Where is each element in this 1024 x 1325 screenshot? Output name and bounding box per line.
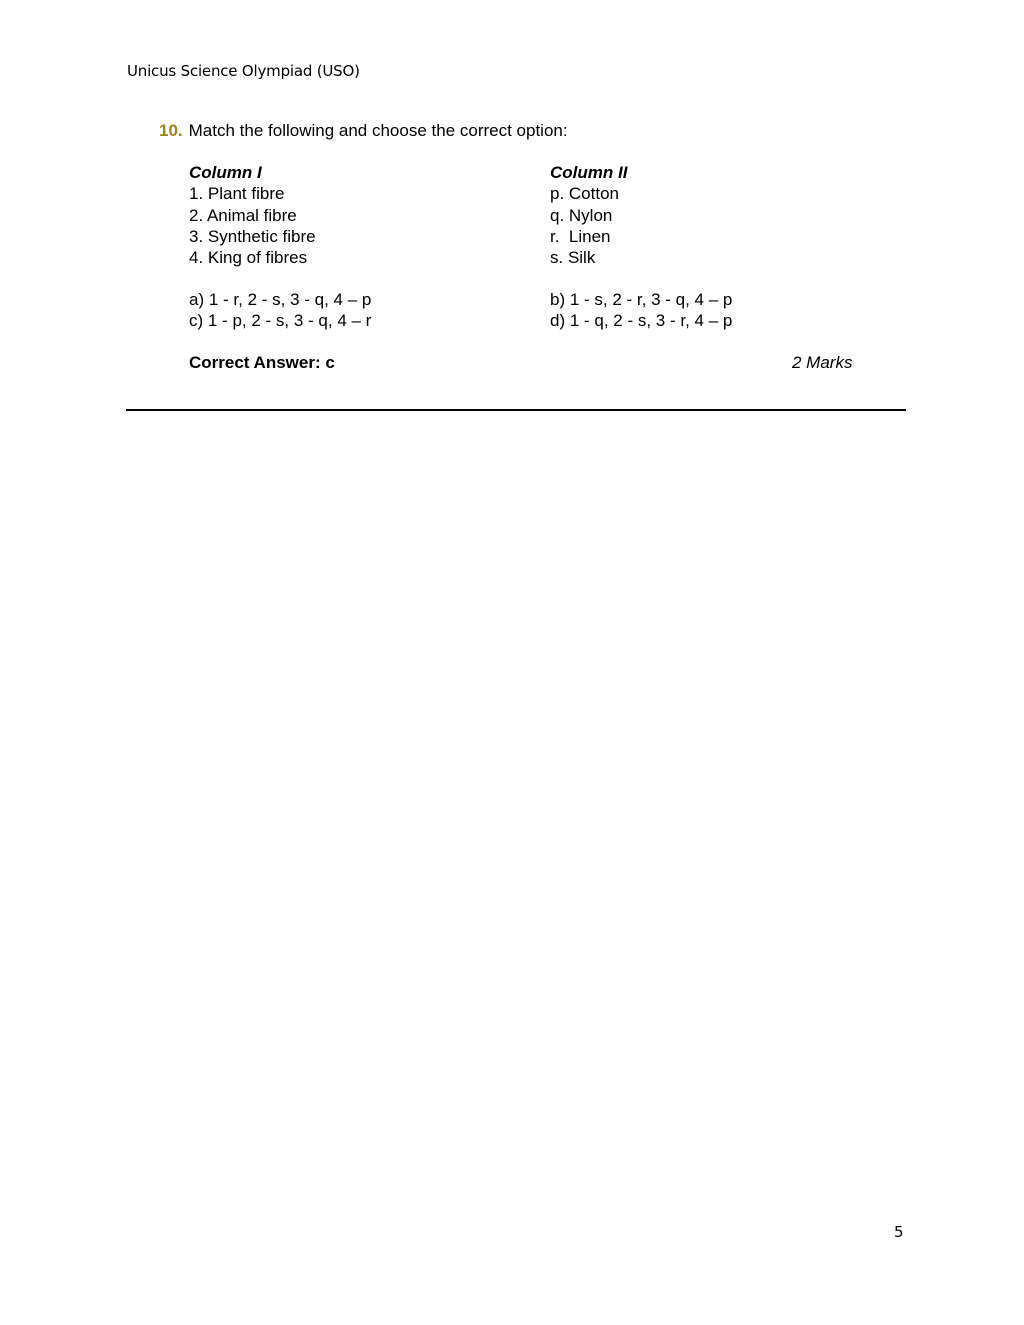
column-1-item: 4. King of fibres — [189, 248, 308, 268]
column-1-item: 2. Animal fibre — [189, 205, 297, 225]
column-2-heading: Column II — [550, 163, 628, 182]
option-b: b) 1 - s, 2 - r, 3 - q, 4 – p — [550, 290, 733, 309]
marks-label: 2 Marks — [792, 353, 853, 372]
option-c: c) 1 - p, 2 - s, 3 - q, 4 – r — [189, 311, 372, 331]
column-2-item: r. Linen — [550, 226, 611, 246]
option-a: a) 1 - r, 2 - s, 3 - q, 4 – p — [189, 290, 372, 309]
section-divider — [126, 409, 906, 411]
correct-answer: Correct Answer: c — [189, 353, 335, 372]
question-number: 10. — [159, 121, 183, 140]
column-1 — [189, 162, 316, 268]
option-d: d) 1 - q, 2 - s, 3 - r, 4 – p — [550, 311, 733, 331]
question-stem — [159, 120, 568, 142]
column-2-item: q. Nylon — [550, 205, 613, 225]
column-1-item: 3. Synthetic fibre — [189, 226, 316, 246]
column-2 — [550, 162, 627, 268]
options-left — [189, 289, 371, 332]
column-1-heading: Column I — [189, 163, 262, 182]
column-2-item: s. Silk — [550, 248, 596, 268]
options-right — [550, 289, 732, 332]
column-1-item: 1. Plant fibre — [189, 184, 285, 204]
page-header: Unicus Science Olympiad (USO) — [127, 62, 360, 80]
column-2-item: p. Cotton — [550, 184, 619, 204]
question-text: Match the following and choose the correct option: — [188, 121, 568, 140]
page-number: 5 — [894, 1223, 904, 1241]
